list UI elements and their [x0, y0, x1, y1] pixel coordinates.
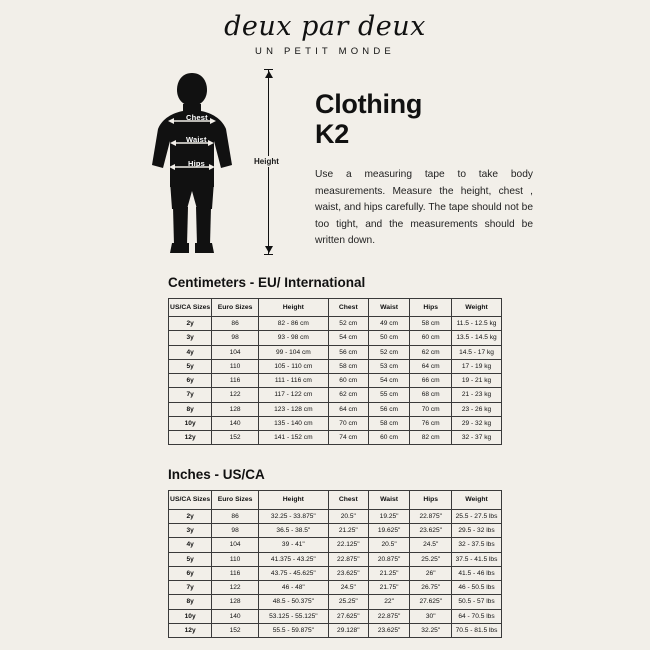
cell-waist: 55 cm	[368, 388, 410, 402]
col-header-height: Height	[258, 491, 328, 509]
cell-hips: 22.875"	[410, 509, 452, 523]
measuring-instructions: Use a measuring tape to take body measurements. Measure the height, chest , waist, and hips carefully. The tape should not be too tight, and the measurements should be written down.	[315, 169, 533, 247]
cell-size: 2y	[169, 317, 212, 331]
table-row	[169, 509, 502, 523]
cell-waist: 19.25"	[368, 509, 410, 523]
table-row	[169, 552, 502, 566]
cell-chest: 25.25"	[328, 595, 368, 609]
cell-weight: 29 - 32 kg	[452, 416, 502, 430]
cell-euro: 152	[212, 623, 259, 637]
cell-waist: 50 cm	[368, 331, 410, 345]
col-header-euro-sizes: Euro Sizes	[212, 491, 259, 509]
cell-chest: 27.625"	[328, 609, 368, 623]
cell-size: 3y	[169, 331, 212, 345]
cell-hips: 82 cm	[410, 431, 452, 445]
cell-weight: 46 - 50.5 lbs	[452, 581, 502, 595]
table-row	[169, 402, 502, 416]
height-axis-bottom-cap	[264, 254, 273, 255]
cell-height: 48.5 - 50.375"	[258, 595, 328, 609]
cell-size: 3y	[169, 524, 212, 538]
cell-waist: 19.625"	[368, 524, 410, 538]
page-title	[315, 89, 533, 149]
cell-height: 55.5 - 59.875"	[258, 623, 328, 637]
cell-waist: 56 cm	[368, 402, 410, 416]
cell-size: 6y	[169, 374, 212, 388]
cell-size: 8y	[169, 402, 212, 416]
cell-size: 10y	[169, 416, 212, 430]
cell-hips: 68 cm	[410, 388, 452, 402]
cell-euro: 128	[212, 402, 259, 416]
cell-weight: 17 - 19 kg	[452, 359, 502, 373]
cell-chest: 52 cm	[328, 317, 368, 331]
size-table-centimeters	[168, 298, 502, 446]
table-row	[169, 359, 502, 373]
cell-waist: 60 cm	[368, 431, 410, 445]
col-header-chest: Chest	[328, 298, 368, 316]
cell-height: 141 - 152 cm	[258, 431, 328, 445]
cell-size: 7y	[169, 581, 212, 595]
col-header-us-ca-sizes: US/CA Sizes	[169, 491, 212, 509]
figure-label-hips: Hips	[188, 158, 206, 168]
cell-hips: 70 cm	[410, 402, 452, 416]
table-row	[169, 374, 502, 388]
cell-chest: 64 cm	[328, 402, 368, 416]
table-row	[169, 581, 502, 595]
cell-waist: 54 cm	[368, 374, 410, 388]
col-header-height: Height	[258, 298, 328, 316]
table-row	[169, 416, 502, 430]
cell-height: 39 - 41"	[258, 538, 328, 552]
cell-euro: 152	[212, 431, 259, 445]
cell-height: 41.375 - 43.25"	[258, 552, 328, 566]
cell-chest: 56 cm	[328, 345, 368, 359]
cell-euro: 104	[212, 538, 259, 552]
cell-height: 93 - 98 cm	[258, 331, 328, 345]
height-arrow-down-icon	[265, 246, 273, 253]
col-header-waist: Waist	[368, 491, 410, 509]
height-axis-label: Height	[254, 156, 279, 166]
cell-height: 135 - 140 cm	[258, 416, 328, 430]
cell-hips: 26.75"	[410, 581, 452, 595]
table-row	[169, 566, 502, 580]
cell-euro: 104	[212, 345, 259, 359]
table-row	[169, 609, 502, 623]
cell-height: 36.5 - 38.5"	[258, 524, 328, 538]
page-title-line-2: K2	[315, 118, 349, 149]
cell-hips: 23.625"	[410, 524, 452, 538]
cell-weight: 41.5 - 46 lbs	[452, 566, 502, 580]
cell-euro: 116	[212, 374, 259, 388]
col-header-euro-sizes: Euro Sizes	[212, 298, 259, 316]
col-header-waist: Waist	[368, 298, 410, 316]
size-table-inches	[168, 490, 502, 638]
table-row	[169, 595, 502, 609]
cell-size: 8y	[169, 595, 212, 609]
cell-chest: 54 cm	[328, 331, 368, 345]
cell-waist: 21.25"	[368, 566, 410, 580]
cell-height: 82 - 86 cm	[258, 317, 328, 331]
cell-chest: 70 cm	[328, 416, 368, 430]
cell-euro: 86	[212, 509, 259, 523]
section-centimeters	[0, 275, 650, 446]
cell-hips: 58 cm	[410, 317, 452, 331]
cell-hips: 27.625"	[410, 595, 452, 609]
cell-weight: 32 - 37.5 lbs	[452, 538, 502, 552]
cell-chest: 58 cm	[328, 359, 368, 373]
brand-header	[0, 0, 650, 57]
cell-height: 43.75 - 45.625"	[258, 566, 328, 580]
cell-hips: 62 cm	[410, 345, 452, 359]
cell-height: 99 - 104 cm	[258, 345, 328, 359]
body-figure-illustration	[150, 69, 260, 259]
cell-waist: 23.625"	[368, 623, 410, 637]
table-row	[169, 331, 502, 345]
figure-label-waist: Waist	[186, 134, 207, 144]
cell-waist: 49 cm	[368, 317, 410, 331]
cell-height: 105 - 110 cm	[258, 359, 328, 373]
cell-waist: 22.875"	[368, 609, 410, 623]
cell-chest: 29.128"	[328, 623, 368, 637]
col-header-hips: Hips	[410, 491, 452, 509]
cell-euro: 140	[212, 416, 259, 430]
cell-weight: 70.5 - 81.5 lbs	[452, 623, 502, 637]
cell-hips: 66 cm	[410, 374, 452, 388]
cell-waist: 52 cm	[368, 345, 410, 359]
cell-height: 53.125 - 55.125"	[258, 609, 328, 623]
cell-hips: 25.25"	[410, 552, 452, 566]
cell-euro: 122	[212, 388, 259, 402]
cell-height: 117 - 122 cm	[258, 388, 328, 402]
cell-weight: 23 - 26 kg	[452, 402, 502, 416]
cell-size: 6y	[169, 566, 212, 580]
col-header-us-ca-sizes: US/CA Sizes	[169, 298, 212, 316]
cell-chest: 22.125"	[328, 538, 368, 552]
cell-euro: 128	[212, 595, 259, 609]
cell-size: 12y	[169, 431, 212, 445]
height-axis-top-cap	[264, 69, 273, 70]
cell-weight: 14.5 - 17 kg	[452, 345, 502, 359]
col-header-weight: Weight	[452, 298, 502, 316]
cell-waist: 20.875"	[368, 552, 410, 566]
cell-hips: 24.5"	[410, 538, 452, 552]
cell-weight: 11.5 - 12.5 kg	[452, 317, 502, 331]
cell-euro: 98	[212, 331, 259, 345]
cell-weight: 64 - 70.5 lbs	[452, 609, 502, 623]
cell-size: 5y	[169, 359, 212, 373]
table-row	[169, 623, 502, 637]
height-arrow-up-icon	[265, 71, 273, 78]
section-title-centimeters: Centimeters - EU/ International	[168, 274, 366, 290]
cell-chest: 62 cm	[328, 388, 368, 402]
cell-waist: 58 cm	[368, 416, 410, 430]
cell-weight: 25.5 - 27.5 lbs	[452, 509, 502, 523]
cell-euro: 98	[212, 524, 259, 538]
cell-size: 2y	[169, 509, 212, 523]
cell-weight: 29.5 - 32 lbs	[452, 524, 502, 538]
cell-height: 123 - 128 cm	[258, 402, 328, 416]
cell-height: 32.25 - 33.875"	[258, 509, 328, 523]
col-header-chest: Chest	[328, 491, 368, 509]
table-row	[169, 524, 502, 538]
cell-hips: 26"	[410, 566, 452, 580]
brand-tagline: UN PETIT MONDE	[255, 45, 395, 57]
section-inches	[0, 467, 650, 638]
cell-size: 7y	[169, 388, 212, 402]
cell-waist: 22"	[368, 595, 410, 609]
table-row	[169, 345, 502, 359]
hero-text-block	[315, 89, 533, 250]
cell-hips: 32.25"	[410, 623, 452, 637]
cell-euro: 110	[212, 552, 259, 566]
table-header-row	[169, 298, 502, 316]
cell-size: 5y	[169, 552, 212, 566]
brand-name: deux par deux	[224, 11, 426, 42]
cell-weight: 37.5 - 41.5 lbs	[452, 552, 502, 566]
cell-hips: 60 cm	[410, 331, 452, 345]
cell-euro: 110	[212, 359, 259, 373]
cell-euro: 122	[212, 581, 259, 595]
cell-hips: 30"	[410, 609, 452, 623]
cell-chest: 22.875"	[328, 552, 368, 566]
cell-size: 10y	[169, 609, 212, 623]
section-title-inches: Inches - US/CA	[168, 467, 265, 483]
cell-weight: 19 - 21 kg	[452, 374, 502, 388]
col-header-hips: Hips	[410, 298, 452, 316]
cell-size: 4y	[169, 345, 212, 359]
table-row	[169, 388, 502, 402]
cell-euro: 140	[212, 609, 259, 623]
cell-chest: 23.625"	[328, 566, 368, 580]
cell-height: 111 - 116 cm	[258, 374, 328, 388]
cell-weight: 21 - 23 kg	[452, 388, 502, 402]
cell-waist: 20.5"	[368, 538, 410, 552]
cell-size: 4y	[169, 538, 212, 552]
cell-chest: 20.5"	[328, 509, 368, 523]
page-title-line-1: Clothing	[315, 88, 423, 119]
cell-chest: 60 cm	[328, 374, 368, 388]
table-row	[169, 538, 502, 552]
cell-euro: 86	[212, 317, 259, 331]
cell-euro: 116	[212, 566, 259, 580]
cell-height: 46 - 48"	[258, 581, 328, 595]
cell-size: 12y	[169, 623, 212, 637]
cell-weight: 32 - 37 kg	[452, 431, 502, 445]
table-row	[169, 431, 502, 445]
hero-section	[0, 63, 650, 263]
cell-hips: 64 cm	[410, 359, 452, 373]
cell-chest: 21.25"	[328, 524, 368, 538]
figure-label-chest: Chest	[186, 112, 208, 122]
cell-waist: 21.75"	[368, 581, 410, 595]
col-header-weight: Weight	[452, 491, 502, 509]
cell-waist: 53 cm	[368, 359, 410, 373]
table-row	[169, 317, 502, 331]
cell-weight: 13.5 - 14.5 kg	[452, 331, 502, 345]
cell-chest: 24.5"	[328, 581, 368, 595]
table-header-row	[169, 491, 502, 509]
cell-chest: 74 cm	[328, 431, 368, 445]
cell-hips: 76 cm	[410, 416, 452, 430]
cell-weight: 50.5 - 57 lbs	[452, 595, 502, 609]
